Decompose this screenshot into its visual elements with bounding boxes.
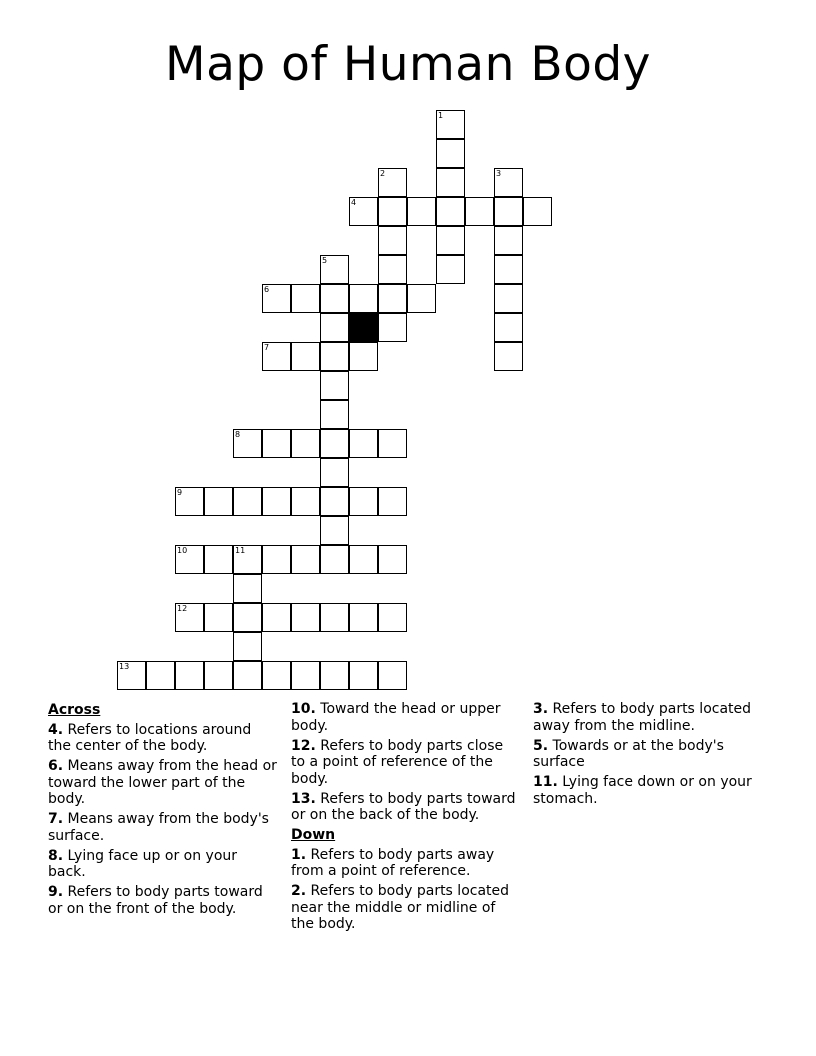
grid-cell[interactable] — [494, 168, 523, 197]
clue-item-number: 8. — [48, 847, 64, 864]
grid-cell[interactable] — [349, 603, 378, 632]
grid-cell[interactable] — [320, 400, 349, 429]
clue-item-number: 11. — [533, 774, 558, 790]
down-heading: Down — [291, 827, 336, 843]
clue-number: 7 — [264, 343, 270, 352]
grid-cell[interactable] — [349, 545, 378, 574]
down-clue-list-continued — [533, 701, 763, 807]
grid-cell[interactable] — [436, 226, 465, 255]
grid-cell[interactable] — [523, 197, 552, 226]
clue-item-text: Refers to body parts away from a point of reference. — [291, 846, 495, 879]
clues-column-3 — [533, 701, 763, 811]
grid-cell[interactable] — [349, 284, 378, 313]
clue-number: 5 — [322, 256, 328, 265]
grid-cell[interactable] — [494, 226, 523, 255]
grid-cell[interactable] — [320, 429, 349, 458]
page-title: Map of Human Body — [165, 37, 651, 92]
grid-cell[interactable] — [262, 545, 291, 574]
grid-cell[interactable] — [175, 661, 204, 690]
grid-cell[interactable] — [349, 429, 378, 458]
clue-item-text: Refers to body parts toward or on the back of the body. — [291, 790, 516, 823]
grid-cell[interactable] — [320, 284, 349, 313]
grid-cell[interactable] — [378, 255, 407, 284]
grid-cell[interactable] — [320, 255, 349, 284]
clues-column-2 — [291, 701, 521, 936]
clue-item-number: 13. — [291, 790, 316, 807]
grid-cell[interactable] — [494, 313, 523, 342]
grid-cell[interactable] — [233, 661, 262, 690]
grid-cell[interactable] — [262, 487, 291, 516]
grid-cell[interactable] — [407, 284, 436, 313]
grid-cell[interactable] — [320, 342, 349, 371]
across-clue-list — [48, 722, 278, 918]
grid-cell[interactable] — [436, 139, 465, 168]
clue-number: 12 — [177, 604, 188, 613]
grid-cell[interactable] — [378, 661, 407, 690]
clue-number: 8 — [235, 430, 241, 439]
clue-item-text: Lying face down or on your stomach. — [533, 774, 752, 807]
grid-cell[interactable] — [378, 168, 407, 197]
clue-number: 11 — [235, 546, 246, 555]
grid-cell[interactable] — [465, 197, 494, 226]
clue-item-number: 6. — [48, 758, 64, 774]
grid-cell[interactable] — [436, 168, 465, 197]
grid-cell[interactable] — [175, 487, 204, 516]
grid-cell[interactable] — [320, 313, 349, 342]
grid-cell[interactable] — [262, 603, 291, 632]
grid-cell[interactable] — [204, 661, 233, 690]
grid-cell[interactable] — [494, 284, 523, 313]
grid-cell[interactable] — [291, 545, 320, 574]
clue-number: 9 — [177, 488, 183, 497]
grid-cell[interactable] — [349, 661, 378, 690]
grid-cell[interactable] — [117, 661, 146, 690]
clue-item-number: 4. — [48, 721, 64, 738]
grid-cell[interactable] — [291, 603, 320, 632]
clue-item-number: 2. — [291, 883, 307, 899]
grid-cell[interactable] — [233, 632, 262, 661]
clue-item — [291, 847, 521, 880]
grid-cell[interactable] — [349, 197, 378, 226]
clue-item-text: Refers to body parts close to a point of reference of the body. — [291, 737, 504, 787]
grid-cell[interactable] — [320, 516, 349, 545]
clue-item — [48, 811, 278, 844]
grid-cell[interactable] — [436, 110, 465, 139]
clue-item — [48, 722, 278, 755]
grid-cell[interactable] — [320, 661, 349, 690]
grid-cell[interactable] — [291, 487, 320, 516]
clue-item — [291, 791, 521, 824]
grid-cell[interactable] — [378, 313, 407, 342]
clue-item-text: Toward the head or upper body. — [291, 701, 501, 734]
clue-item — [291, 701, 521, 734]
clue-item — [48, 758, 278, 808]
clue-item-number: 3. — [533, 701, 549, 717]
grid-cell[interactable] — [262, 429, 291, 458]
clue-item-text: Lying face up or on your back. — [48, 847, 238, 880]
grid-cell[interactable] — [233, 429, 262, 458]
grid-cell[interactable] — [494, 342, 523, 371]
grid-cell[interactable] — [233, 574, 262, 603]
clue-item-number: 7. — [48, 811, 64, 827]
clue-number: 10 — [177, 546, 188, 555]
clue-item — [291, 883, 521, 933]
grid-cell[interactable] — [436, 197, 465, 226]
grid-cell[interactable] — [262, 284, 291, 313]
grid-cell[interactable] — [378, 284, 407, 313]
clue-item-text: Refers to locations around the center of the body. — [48, 721, 252, 754]
down-clue-list — [291, 847, 521, 933]
clue-item — [48, 848, 278, 881]
grid-cell[interactable] — [378, 226, 407, 255]
grid-cell[interactable] — [146, 661, 175, 690]
clue-number: 2 — [380, 169, 386, 178]
clue-number: 13 — [119, 662, 130, 671]
grid-cell[interactable] — [291, 661, 320, 690]
grid-cell[interactable] — [378, 197, 407, 226]
grid-cell[interactable] — [349, 342, 378, 371]
clue-number: 4 — [351, 198, 357, 207]
clue-item — [48, 884, 278, 917]
grid-cell[interactable] — [320, 458, 349, 487]
clue-item-number: 9. — [48, 884, 64, 900]
grid-cell[interactable] — [320, 603, 349, 632]
clue-item — [533, 738, 763, 771]
grid-cell[interactable] — [175, 603, 204, 632]
clue-item-number: 10. — [291, 701, 316, 717]
across-clue-list-continued — [291, 701, 521, 824]
grid-cell[interactable] — [407, 197, 436, 226]
grid-cell[interactable] — [204, 487, 233, 516]
clue-item-number: 5. — [533, 737, 549, 754]
across-heading: Across — [48, 702, 101, 718]
clue-number: 3 — [496, 169, 502, 178]
grid-cell[interactable] — [349, 487, 378, 516]
clue-item-text: Means away from the body's surface. — [48, 811, 269, 844]
grid-cell[interactable] — [378, 603, 407, 632]
grid-cell[interactable] — [436, 255, 465, 284]
grid-cell[interactable] — [320, 371, 349, 400]
grid-cell[interactable] — [291, 284, 320, 313]
clue-item-text: Means away from the head or toward the lower part of the body. — [48, 758, 277, 807]
clue-item-text: Refers to body parts located near the middle or midline of the body. — [291, 883, 510, 932]
grid-cell[interactable] — [233, 487, 262, 516]
clue-item — [291, 738, 521, 788]
clue-item-text: Refers to body parts located away from the midline. — [533, 701, 752, 734]
grid-cell[interactable] — [204, 603, 233, 632]
grid-cell[interactable] — [262, 661, 291, 690]
grid-cell[interactable] — [262, 342, 291, 371]
grid-cell[interactable] — [233, 603, 262, 632]
grid-cell[interactable] — [204, 545, 233, 574]
clue-item — [533, 774, 763, 807]
grid-cell[interactable] — [494, 197, 523, 226]
grid-cell[interactable] — [291, 342, 320, 371]
clue-item-number: 12. — [291, 737, 316, 754]
grid-cell[interactable] — [378, 487, 407, 516]
clue-number: 6 — [264, 285, 270, 294]
grid-cell[interactable] — [291, 429, 320, 458]
clue-number: 1 — [438, 111, 444, 120]
grid-cell[interactable] — [378, 429, 407, 458]
clues-column-1 — [48, 701, 278, 921]
grid-cell[interactable] — [175, 545, 204, 574]
clue-item-text: Towards or at the body's surface — [533, 737, 724, 770]
grid-cell[interactable] — [378, 545, 407, 574]
clue-item-number: 1. — [291, 846, 307, 863]
clue-item-text: Refers to body parts toward or on the front of the body. — [48, 884, 263, 917]
grid-cell[interactable] — [320, 545, 349, 574]
grid-block-cell — [349, 313, 378, 342]
grid-cell[interactable] — [233, 545, 262, 574]
clue-item — [533, 701, 763, 734]
grid-cell[interactable] — [320, 487, 349, 516]
grid-cell[interactable] — [494, 255, 523, 284]
